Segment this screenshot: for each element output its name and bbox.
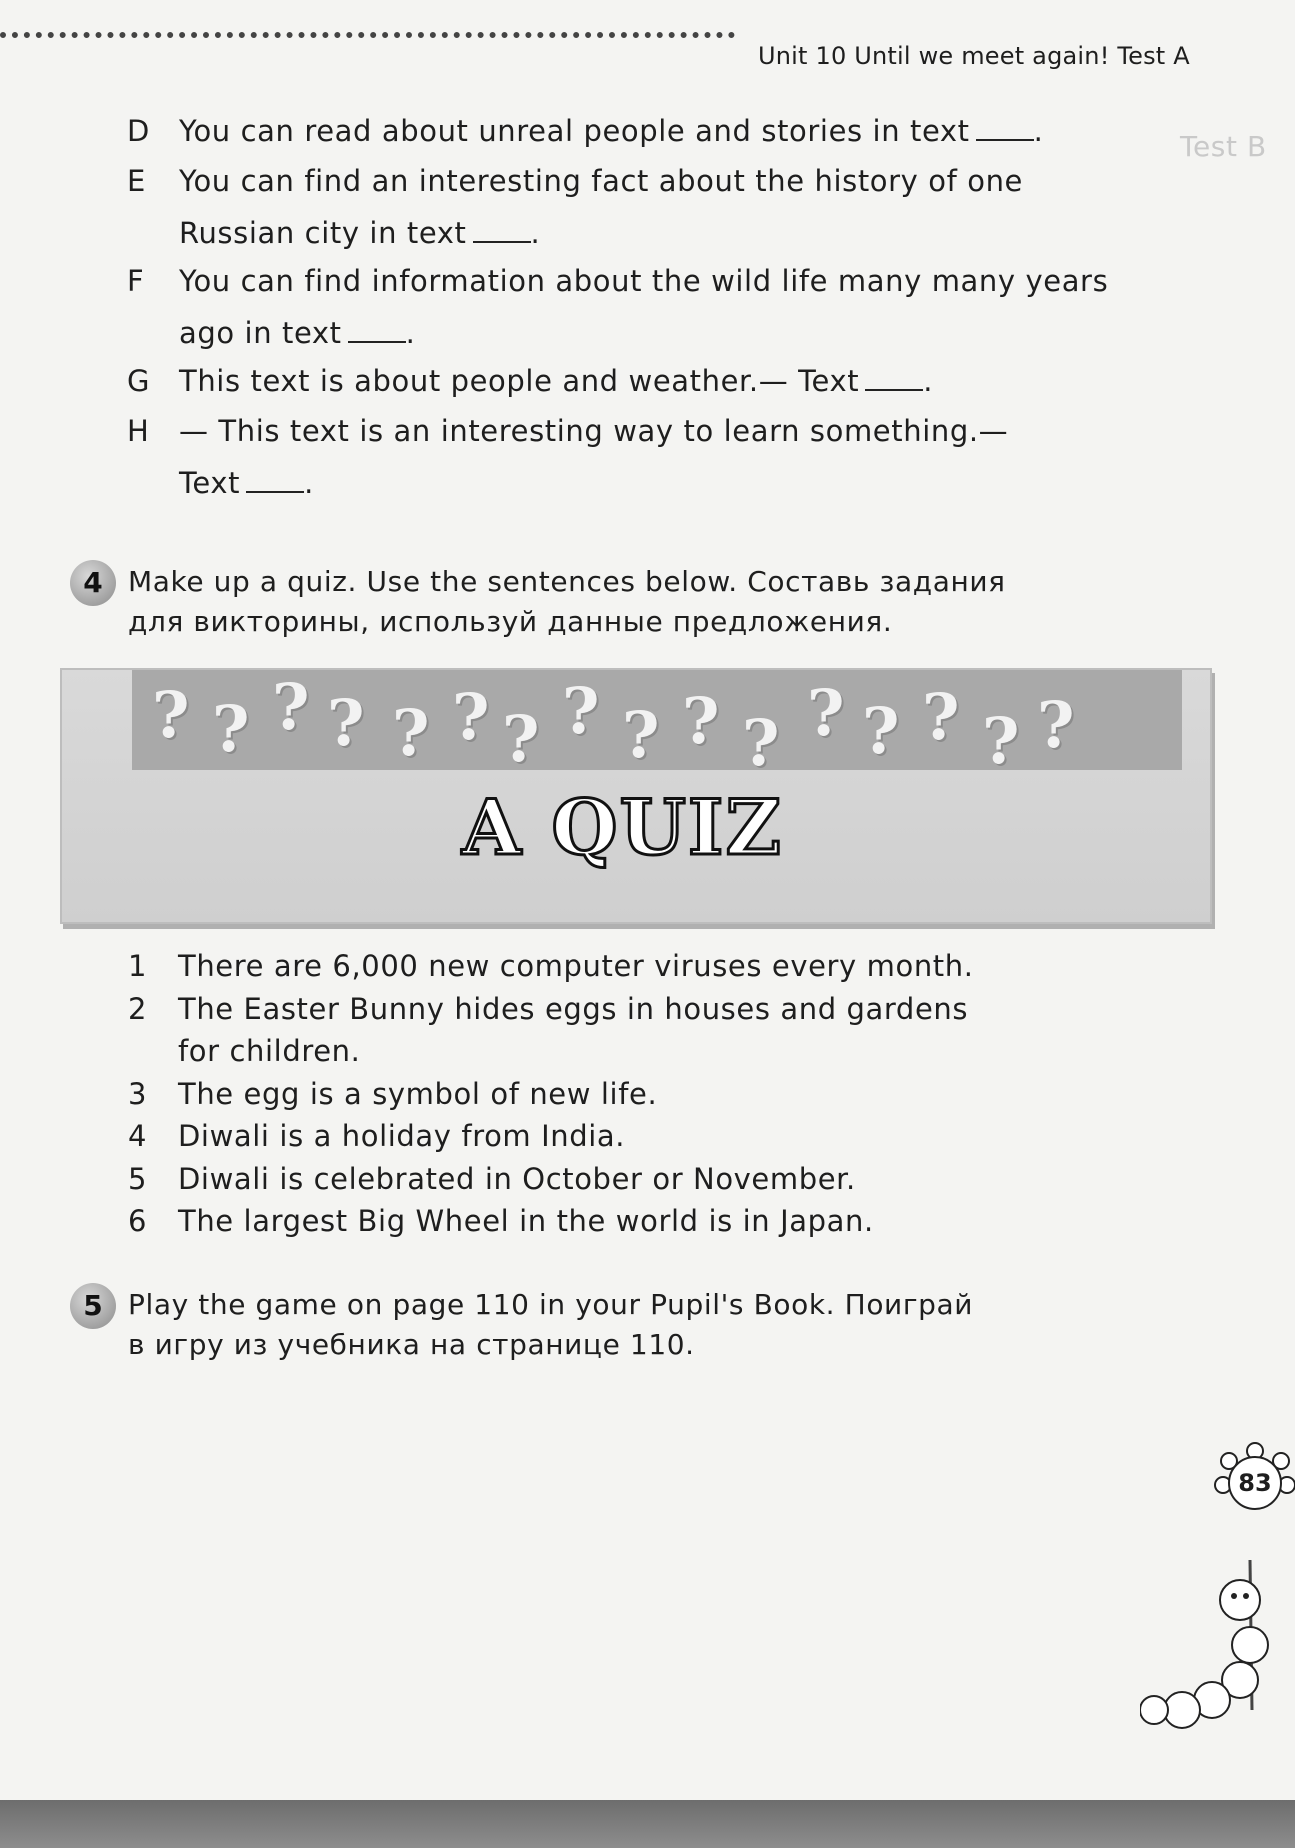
match-item-text: You can find information about the wild life many many years bbox=[179, 264, 1109, 298]
task-number-badge: 5 bbox=[70, 1283, 116, 1329]
match-item bbox=[127, 155, 1227, 259]
match-item bbox=[127, 405, 1227, 509]
quiz-sentence bbox=[128, 1073, 1228, 1116]
match-item-line bbox=[127, 155, 1227, 207]
match-item-text: — This text is an interesting way to learn something.— bbox=[179, 414, 1009, 448]
quiz-sentence-line bbox=[128, 1115, 1228, 1158]
question-mark-icon: ? bbox=[502, 702, 540, 777]
show-through-text: Test B bbox=[1180, 130, 1267, 163]
page-number-flower bbox=[1222, 1450, 1284, 1512]
match-item-line bbox=[127, 355, 1227, 407]
match-item-letter: H bbox=[127, 414, 150, 448]
match-item-line bbox=[127, 255, 1227, 307]
quiz-sentence-number: 5 bbox=[128, 1161, 148, 1196]
task-5-instruction bbox=[128, 1285, 1128, 1365]
quiz-sentence bbox=[128, 945, 1228, 988]
task-4-line-2: для викторины, используй данные предложения. bbox=[128, 605, 893, 638]
match-item-line bbox=[127, 207, 1227, 259]
answer-blank[interactable] bbox=[865, 367, 923, 391]
quiz-sentence bbox=[128, 1158, 1228, 1201]
task-5-line-1: Play the game on page 110 in your Pupil's Book. Поиграй bbox=[128, 1288, 974, 1321]
page-number: 83 bbox=[1228, 1456, 1282, 1510]
match-item-line bbox=[127, 405, 1227, 457]
quiz-sentence-number: 4 bbox=[128, 1119, 148, 1153]
quiz-sentence-text: The largest Big Wheel in the world is in Japan. bbox=[178, 1204, 874, 1238]
quiz-sentence-line bbox=[128, 1073, 1228, 1116]
question-mark-icon: ? bbox=[622, 698, 660, 773]
quiz-sentence-text: Diwali is celebrated in October or November. bbox=[178, 1161, 856, 1196]
answer-blank[interactable] bbox=[348, 319, 406, 343]
answer-blank[interactable] bbox=[473, 219, 531, 243]
quiz-sentences-list bbox=[128, 945, 1228, 1243]
quiz-banner bbox=[60, 668, 1212, 924]
quiz-sentence bbox=[128, 988, 1228, 1073]
match-item-text: You can read about unreal people and stories in text bbox=[179, 114, 970, 148]
period: . bbox=[530, 216, 541, 250]
question-mark-icon: ? bbox=[452, 680, 490, 755]
quiz-sentence-number: 1 bbox=[128, 949, 148, 983]
match-item-text: You can find an interesting fact about the history of one bbox=[179, 164, 1023, 198]
question-mark-icon: ? bbox=[862, 694, 900, 769]
scan-bottom-edge bbox=[0, 1800, 1295, 1848]
running-header: Unit 10 Until we meet again! Test A bbox=[758, 42, 1190, 70]
quiz-title: A QUIZ bbox=[462, 783, 783, 872]
quiz-sentence-number: 6 bbox=[128, 1204, 148, 1238]
quiz-sentence-line bbox=[128, 1030, 1228, 1073]
quiz-sentence-line bbox=[128, 988, 1228, 1031]
question-mark-icon: ? bbox=[152, 678, 190, 753]
match-item-letter: D bbox=[127, 114, 150, 148]
quiz-sentence-number: 2 bbox=[128, 991, 148, 1026]
match-item-line bbox=[127, 105, 1227, 157]
question-mark-icon: ? bbox=[742, 706, 780, 781]
match-item-text: Text bbox=[179, 466, 241, 500]
match-item bbox=[127, 105, 1227, 157]
question-mark-icon: ? bbox=[807, 676, 845, 751]
quiz-sentence-text: There are 6,000 new computer viruses every month. bbox=[178, 949, 974, 983]
match-item-line bbox=[127, 307, 1227, 359]
question-mark-icon: ? bbox=[327, 686, 365, 761]
answer-blank[interactable] bbox=[976, 117, 1034, 141]
match-item-text: This text is about people and weather.— Text bbox=[179, 364, 860, 398]
question-mark-icon: ? bbox=[562, 674, 600, 749]
question-mark-icon: ? bbox=[272, 670, 310, 745]
header-dotted-rule bbox=[0, 32, 735, 56]
period: . bbox=[1033, 114, 1044, 148]
quiz-sentence-number: 3 bbox=[128, 1076, 148, 1111]
task-4-instruction bbox=[128, 562, 1128, 642]
question-mark-icon: ? bbox=[682, 684, 720, 759]
quiz-sentence-text: The Easter Bunny hides eggs in houses and gardens bbox=[178, 991, 969, 1026]
question-mark-icon: ? bbox=[212, 692, 250, 767]
match-item-letter: E bbox=[127, 164, 146, 198]
match-item-letter: G bbox=[127, 364, 151, 398]
match-item-line bbox=[127, 457, 1227, 509]
match-item-letter: F bbox=[127, 264, 145, 298]
match-item bbox=[127, 355, 1227, 407]
answer-blank[interactable] bbox=[246, 469, 304, 493]
quiz-sentence-text: for children. bbox=[178, 1034, 361, 1068]
question-mark-icon: ? bbox=[922, 680, 960, 755]
quiz-sentence bbox=[128, 1115, 1228, 1158]
quiz-sentence-line bbox=[128, 945, 1228, 988]
task-number-badge: 4 bbox=[70, 560, 116, 606]
quiz-sentence-line bbox=[128, 1200, 1228, 1243]
period: . bbox=[304, 466, 314, 500]
quiz-sentence bbox=[128, 1200, 1228, 1243]
task-4-line-1: Make up a quiz. Use the sentences below. Составь задания bbox=[128, 565, 1006, 598]
period: . bbox=[923, 364, 934, 398]
task-5-line-2: в игру из учебника на странице 110. bbox=[128, 1328, 695, 1361]
caterpillar-icon bbox=[1140, 1560, 1290, 1760]
question-mark-icon: ? bbox=[1037, 688, 1075, 763]
quiz-sentence-text: The egg is a symbol of new life. bbox=[178, 1076, 658, 1111]
quiz-sentence-text: Diwali is a holiday from India. bbox=[178, 1119, 626, 1153]
match-item-text: ago in text bbox=[179, 316, 342, 350]
quiz-sentence-line bbox=[128, 1158, 1228, 1201]
match-item-text: Russian city in text bbox=[179, 216, 467, 250]
period: . bbox=[405, 316, 416, 350]
question-mark-icon: ? bbox=[392, 696, 430, 771]
match-item bbox=[127, 255, 1227, 359]
question-mark-icon: ? bbox=[982, 704, 1020, 779]
